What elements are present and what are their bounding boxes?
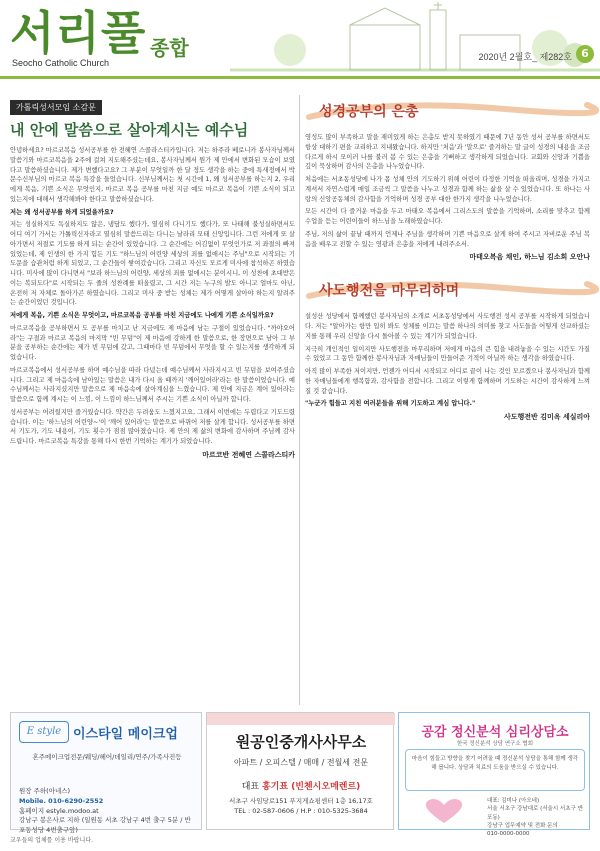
paragraph: 처음에는 서초동성당에 나가 몸 성체 안의 기도하기 위해 어린이 다정한 기억을 떠올리며, 성경을 가지고 계셔서 자연스럽게 매일 조금씩 그 말씀을 나누고 성경과 함께 하는 삶을 살 수 있었습니다. 또 하나는 사랑의 신앙공동체의 감사함을 기억하며 성경 공부 대한 한가지 생각을 나누었습니다. — [305, 176, 590, 203]
masthead-section: 종합 — [150, 36, 189, 60]
left-article-body — [10, 146, 295, 447]
right-bottom-byline: 사도행전반 김미옥 세실리아 — [503, 413, 590, 421]
paragraph: 성서공부는 어려웠지만 즐거웠습니다. 약간은 두려움도 느꼈지고요, 그래서 이번에는 두렵다고 기도드렸습니다. 이는 '하느님의 어린양~'이 '깨어 있어라'는 말씀으로 바뀌어 저를 살게 합니다. 성서공부를 하면서 기도가, 기도 내용이, 기도 횟수가 점점 많아졌습니다. 제 안의 제 삶의 변화에 감사하며 주님께 감사드립니다. 마르코복음 특강을 통해 다시 한번 기억하는 계기가 되었습니다. — [10, 408, 295, 445]
column-divider — [299, 95, 300, 705]
ad-sub: 한국 정신분석 상담 연구소 협회 — [456, 741, 534, 747]
church-illustration — [230, 0, 600, 75]
paragraph: 아직 많이 부족한 저이지만, 언젠가 어디서 시작되고 어디로 끝이 나는 것인 모르겠으나 봉사자님과 함께한 자매님들에게 행복함과, 감사함을 전합니다. 그리고 이렇게 함께하며 기도하는 시간이 감사하게 느껴질 것 같습니다. — [305, 368, 590, 395]
heart-hands-icon — [409, 795, 479, 827]
ad-address — [207, 797, 395, 817]
question-heading: 저는 왜 성서공부를 하게 되었을까요? — [10, 208, 114, 216]
page-number: 6 — [576, 45, 594, 63]
paragraph: 안녕하세요? 마르코복음 성서공부를 한 전혜연 스콜라스티카입니다. 저는 하주라 베로니카 봉사자님께서 말씀기와 마르코복음을 2주에 걸쳐 지도해주셨는데요, 봉사자님께서 뭔가 제 안에서 변화된 모습이 보였다고 말씀하셨습니다. 제가 변했다고요? 그 부분이 무엇일까 한 달 정도 생각을 하는 중에 특새정에서 박문수신부님의 마르코 복음 특강을 들었습니다. 신부님께서는 첫 시간에 1, 왜 성서공부를 하는지 2, 우리에게 복음, 기쁜 소식은 무엇인지, 마르코 복음 공부를 마친 지금 예도 마르코 복음이 기쁜 소식이 되고 있는지에 대해서 생각해봐야 한다고 말씀하셨습니다. — [10, 147, 295, 203]
ad-contact-label: 원장 주하(아네스) — [19, 787, 71, 795]
ad-name: 원공인중개사사무소 — [235, 733, 367, 751]
paragraph: 주님, 저의 삶이 끝날 때까지 언제나 주님을 생각하며 기쁜 마음으로 살게 하여 주시고 자비로운 주님 복음을 배우고 전할 수 있는 영광과 은총을 저에게 내려주소서. — [305, 230, 590, 248]
paragraph: 마르코복음에서 성서공부를 하며 예수님을 따라 다녔는데 예수님께서 사라지시고 빈 무덤을 보여주셨습니다. 그리고 제 마음속에 남아있는 말씀은 내가 다시 올 때까지 '깨어있어라'라는 한 말씀이었습니다. 예수님께서는 사라지셨지만 말씀으로 제 마음속에 살아계심을 느꼈습니다. 제 안에 지금은 계어 있어라는 말씀으로 함께 계시는 이 느낌, 이 느낌이 하느님께서 주시는 기쁜 소식이 아닐까 합니다. — [10, 366, 295, 403]
ad-estyle — [10, 712, 202, 834]
ad-services: 혼주메이크업전문/웨딩/헤어/데일리/연주/가족사진등 — [32, 753, 182, 761]
ad-address: 강남구 봉은사로 지하 (일원동 서초 강남구 4번 출구 5분 / 반포동성당 4번출구앞) — [19, 816, 191, 834]
ad-realty — [206, 712, 394, 830]
ads-row — [10, 712, 590, 837]
ad-name: 이스타일 메이크업 — [73, 727, 178, 742]
ad-description: 마음이 힘들고 방향을 찾기 어려울 때 정신분석 상담을 통해 함께 생각해 봅니다. 상담과 치료의 도움을 받으실 수 있습니다. — [405, 749, 585, 791]
ad-homepage: 홈페이지 estyle.modoo.at — [19, 806, 99, 815]
ad-contact — [19, 787, 195, 836]
series-tag: 가톨릭성서모임 소감문 — [10, 100, 102, 115]
ad-counseling — [398, 712, 590, 837]
right-bottom-body — [305, 312, 590, 409]
right-bottom-title: 사도행전을 마무리하며 — [319, 283, 460, 300]
ad-services: 아파트 / 오피스텔 / 매매 / 전월세 전문 — [233, 758, 369, 767]
ad-top-strip — [207, 713, 395, 725]
estyle-logo: E style — [19, 721, 69, 743]
right-bottom-heading — [305, 274, 590, 306]
masthead-rule — [0, 76, 600, 79]
paragraph: 모든 시간이 다 즐거운 마음을 두고 마태오 복음에서 그리스도의 말씀을 기억하며, 소리를 맞추고 함께 수업을 듣는 어린이들이 하느님을 노래하였습니다. — [305, 208, 590, 225]
ad-mobile — [19, 797, 195, 807]
masthead — [0, 0, 600, 90]
ad-rep-name: 홍기표 (빈첸시오메렌르) — [261, 782, 361, 792]
paragraph: 영성도 많이 부족하고 말을 재미있게 하는 은총도 받지 못하였기 때문에 7년 동안 성서 공부를 하면서도 항상 대하기 편을 교리하고 지내왔습니다. 하지만 '처음'과 '말으로' 즐겨하는 말 글이 성경의 내용을 조금 다르게 하시 모이러 나를 불러 봄 수 있는 은총을 기뻐하고 생각하게 되었습니다. 교회와 신앙과 기쁨을 깊이 묵상하며 감사의 은총을 나누었습니다. — [305, 134, 590, 171]
left-article-title: 내 안에 말씀으로 살아계시는 예수님 — [10, 121, 249, 139]
right-top-body — [305, 133, 590, 249]
ad-name: 공감 정신분석 심리상담소 — [421, 725, 569, 740]
issue-info: 2020년 2월호_ 제282호 — [478, 52, 572, 62]
paragraph: 저는 성실하지도 독실하지도 않은, 냉담도 했다가, 열심히 다니기도 했다가, 또 나태해 불성실하면서도 어디 여기 가서는 가톨릭신자라고 열심히 말씀드리는 다니는 날라리 모태 신앙입니다. 그런 저에게 또 살아가면서 저절로 기도를 하게 되는 순간이 있었습니다. 그 순간에는 어김없이 무엇인가로 저 좌절의 빠져 있었는데, 제 인생의 한 가지 힘든 기도 "하느님의 어린양 세상의 죄를 없애시는 주님"으로 시작되는 기도문을 습관처럼 하게 되었고, 그 순간들이 쌓여갔습니다. 그리고 자신도 모르게 미사에 참석하곤 하였습니다. 미사에 많이 다니면서 "보라 하느님의 어린양, 세상의 죄를 없애시는 분이시니, 이 성찬에 초대받은 이는 복되도다"로 시작되는 두 줄의 성찬례를 떠올렸고, 그 시간 저는 누구의 발도 아니고 얼마도 아닌, 온전히 저 자체로 돌아가곤 하였습니다. 그리고 미사 중 받는 성체는 제가 어떻게 살아야 하는지 알려주는 순간이었던 것입니다. — [10, 221, 295, 307]
left-article-byline: 마르코반 전혜연 스콜라스티카 — [202, 450, 295, 459]
ad-representative — [207, 779, 395, 792]
question-heading: 저에게 복음, 기쁜 소식은 무엇이고, 마르코복음 공부를 마친 지금에도 나에게 기쁜 소식일까요? — [10, 312, 274, 319]
ad-tel: TEL : 02-587-0606 / H.P : 010-5325-3684 — [234, 806, 368, 815]
footer-note: 교우들의 업체를 이용 바랍니다. — [10, 837, 93, 844]
ad-address-line: 서초구 사임당로151 푸지게쇼핑센터 1층 16,17호 — [229, 797, 373, 805]
paragraph: 지극히 개인적인 일이지만 사도행전을 마무리하며 저에게 마음의 큰 힘을 내려놓을 수 있는 시간도 가질 수 있었고 그 동안 함께한 봉사자님과 자매님들이 만들어준 기적이 아닐까 하는 생각을 하였습니다. — [305, 345, 590, 363]
right-column — [305, 95, 590, 422]
paragraph: 설성산 성당에서 함께했던 봉사자님의 소개로 서초동성당에서 사도행전 성서 공부를 시작하게 되었습니다. 저는 "알아가는 항만 입히 봐도 성체를 이끄는 말씀 하나의 의미를 찾고 사도들을 어떻게 선교하셨는지를 통해 우리 신앙을 다시 돌아볼 수 있는 계기가 되었습니다. — [305, 313, 590, 340]
masthead-logo-en: Seocho Catholic Church — [12, 58, 110, 68]
left-article — [10, 95, 295, 460]
masthead-logo: 서리풀 — [10, 6, 147, 60]
right-top-byline: 마태오복음 채인, 하느님 김소희 오안나 — [469, 253, 590, 262]
closing-quote: "누군가 힘들고 지친 여러분들을 위해 기도하고 계심 압니다." — [305, 400, 476, 408]
ad-contact: 대표: 김미나 (아오네) 서울 서초구 강남대로 (서울시 서초구 반포동) 강남구 업무예약 및 전화 문의 010-0000-0000 — [487, 798, 583, 837]
paragraph: 마르코복음을 공부하면서 도 공부를 마치고 난 지금에도 제 마음에 남는 구절이 있었습니다. "까야오어라"는 구절과 마르코 복음의 마지막 "빈 무덤"이 제 마음에 강하게 한 말씀으로, 한 장면으로 남아 그 부분을 공부하는 순간에는 제가 빈 무덤에 갔고, 그때마다 빈 무덤에서 무엇을 할 수 있는지를 생각하게 되었습니다. — [10, 324, 295, 361]
ad-rep-label: 대표 — [241, 782, 260, 792]
ad-mobile-value: Mobile. 010-6290-2552 — [19, 796, 104, 805]
right-top-heading — [305, 95, 590, 127]
right-top-title: 성경공부의 은총 — [319, 104, 419, 120]
